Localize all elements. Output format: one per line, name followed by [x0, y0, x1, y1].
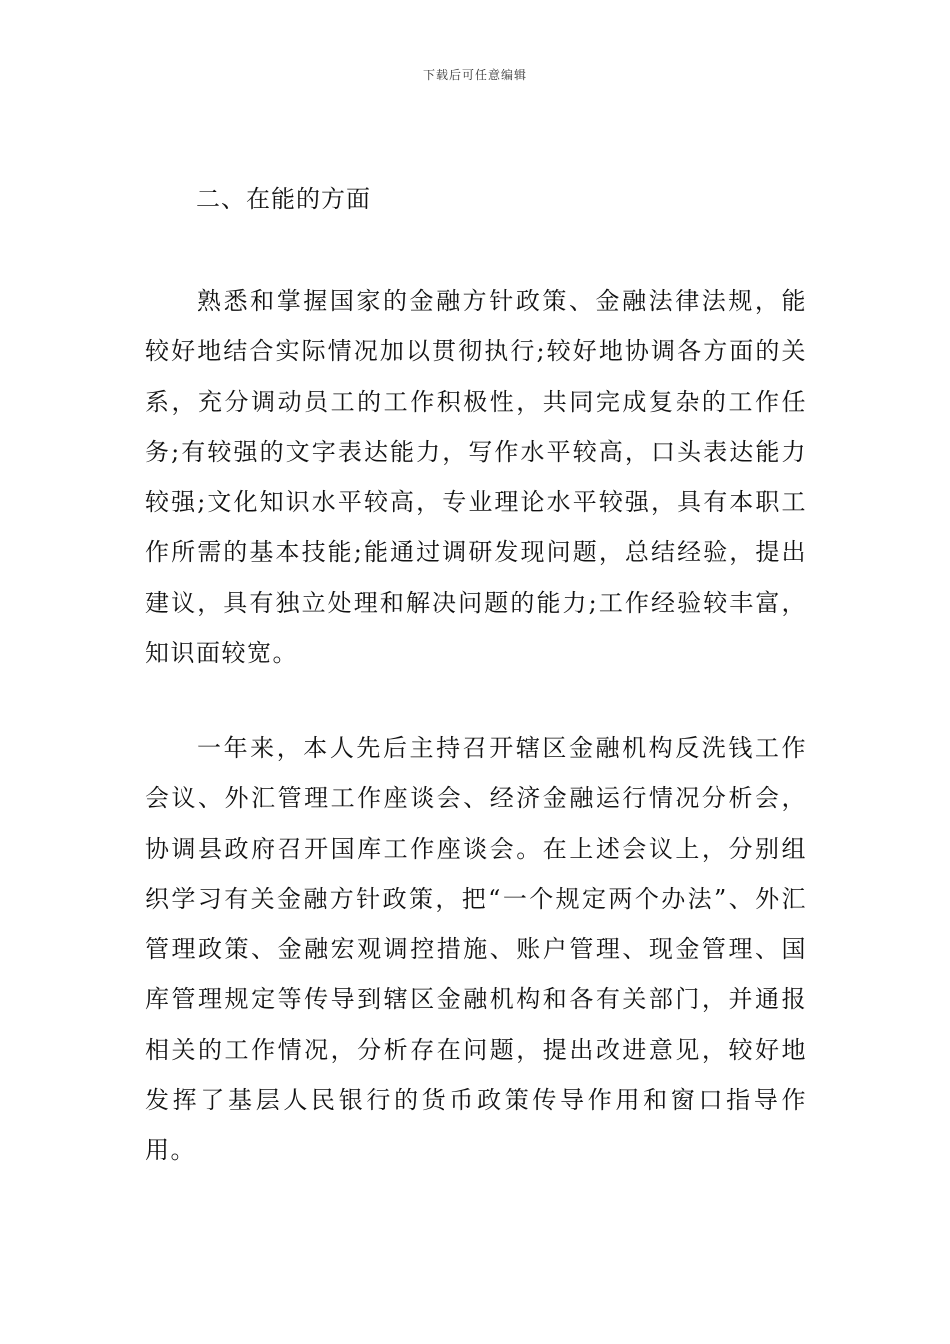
- body-paragraph-1: 熟悉和掌握国家的金融方针政策、金融法律法规，能较好地结合实际情况加以贯彻执行;较好地协调各方面的关系，充分调动员工的工作积极性，共同完成复杂的工作任务;有较强的文字表达能力，写作水平较高，口头表达能力较强;文化知识水平较高，专业理论水平较强，具有本职工作所需的基本技能;能通过调研发现问题，总结经验，提出建议，具有独立处理和解决问题的能力;工作经验较丰富，知识面较宽。: [145, 287, 807, 668]
- header-note: 下载后可任意编辑: [422, 68, 527, 82]
- body-paragraph-2: 一年来，本人先后主持召开辖区金融机构反洗钱工作会议、外汇管理工作座谈会、经济金融运行情况分析会，协调县政府召开国库工作座谈会。在上述会议上，分别组织学习有关金融方针政策，把“一个规定两个办法”、外汇管理政策、金融宏观调控措施、账户管理、现金管理、国库管理规定等传导到辖区金融机构和各有关部门，并通报相关的工作情况，分析存在问题，提出改进意见，较好地发挥了基层人民银行的货币政策传导作用和窗口指导作用。: [145, 734, 807, 1165]
- section-heading: 二、在能的方面: [196, 185, 371, 213]
